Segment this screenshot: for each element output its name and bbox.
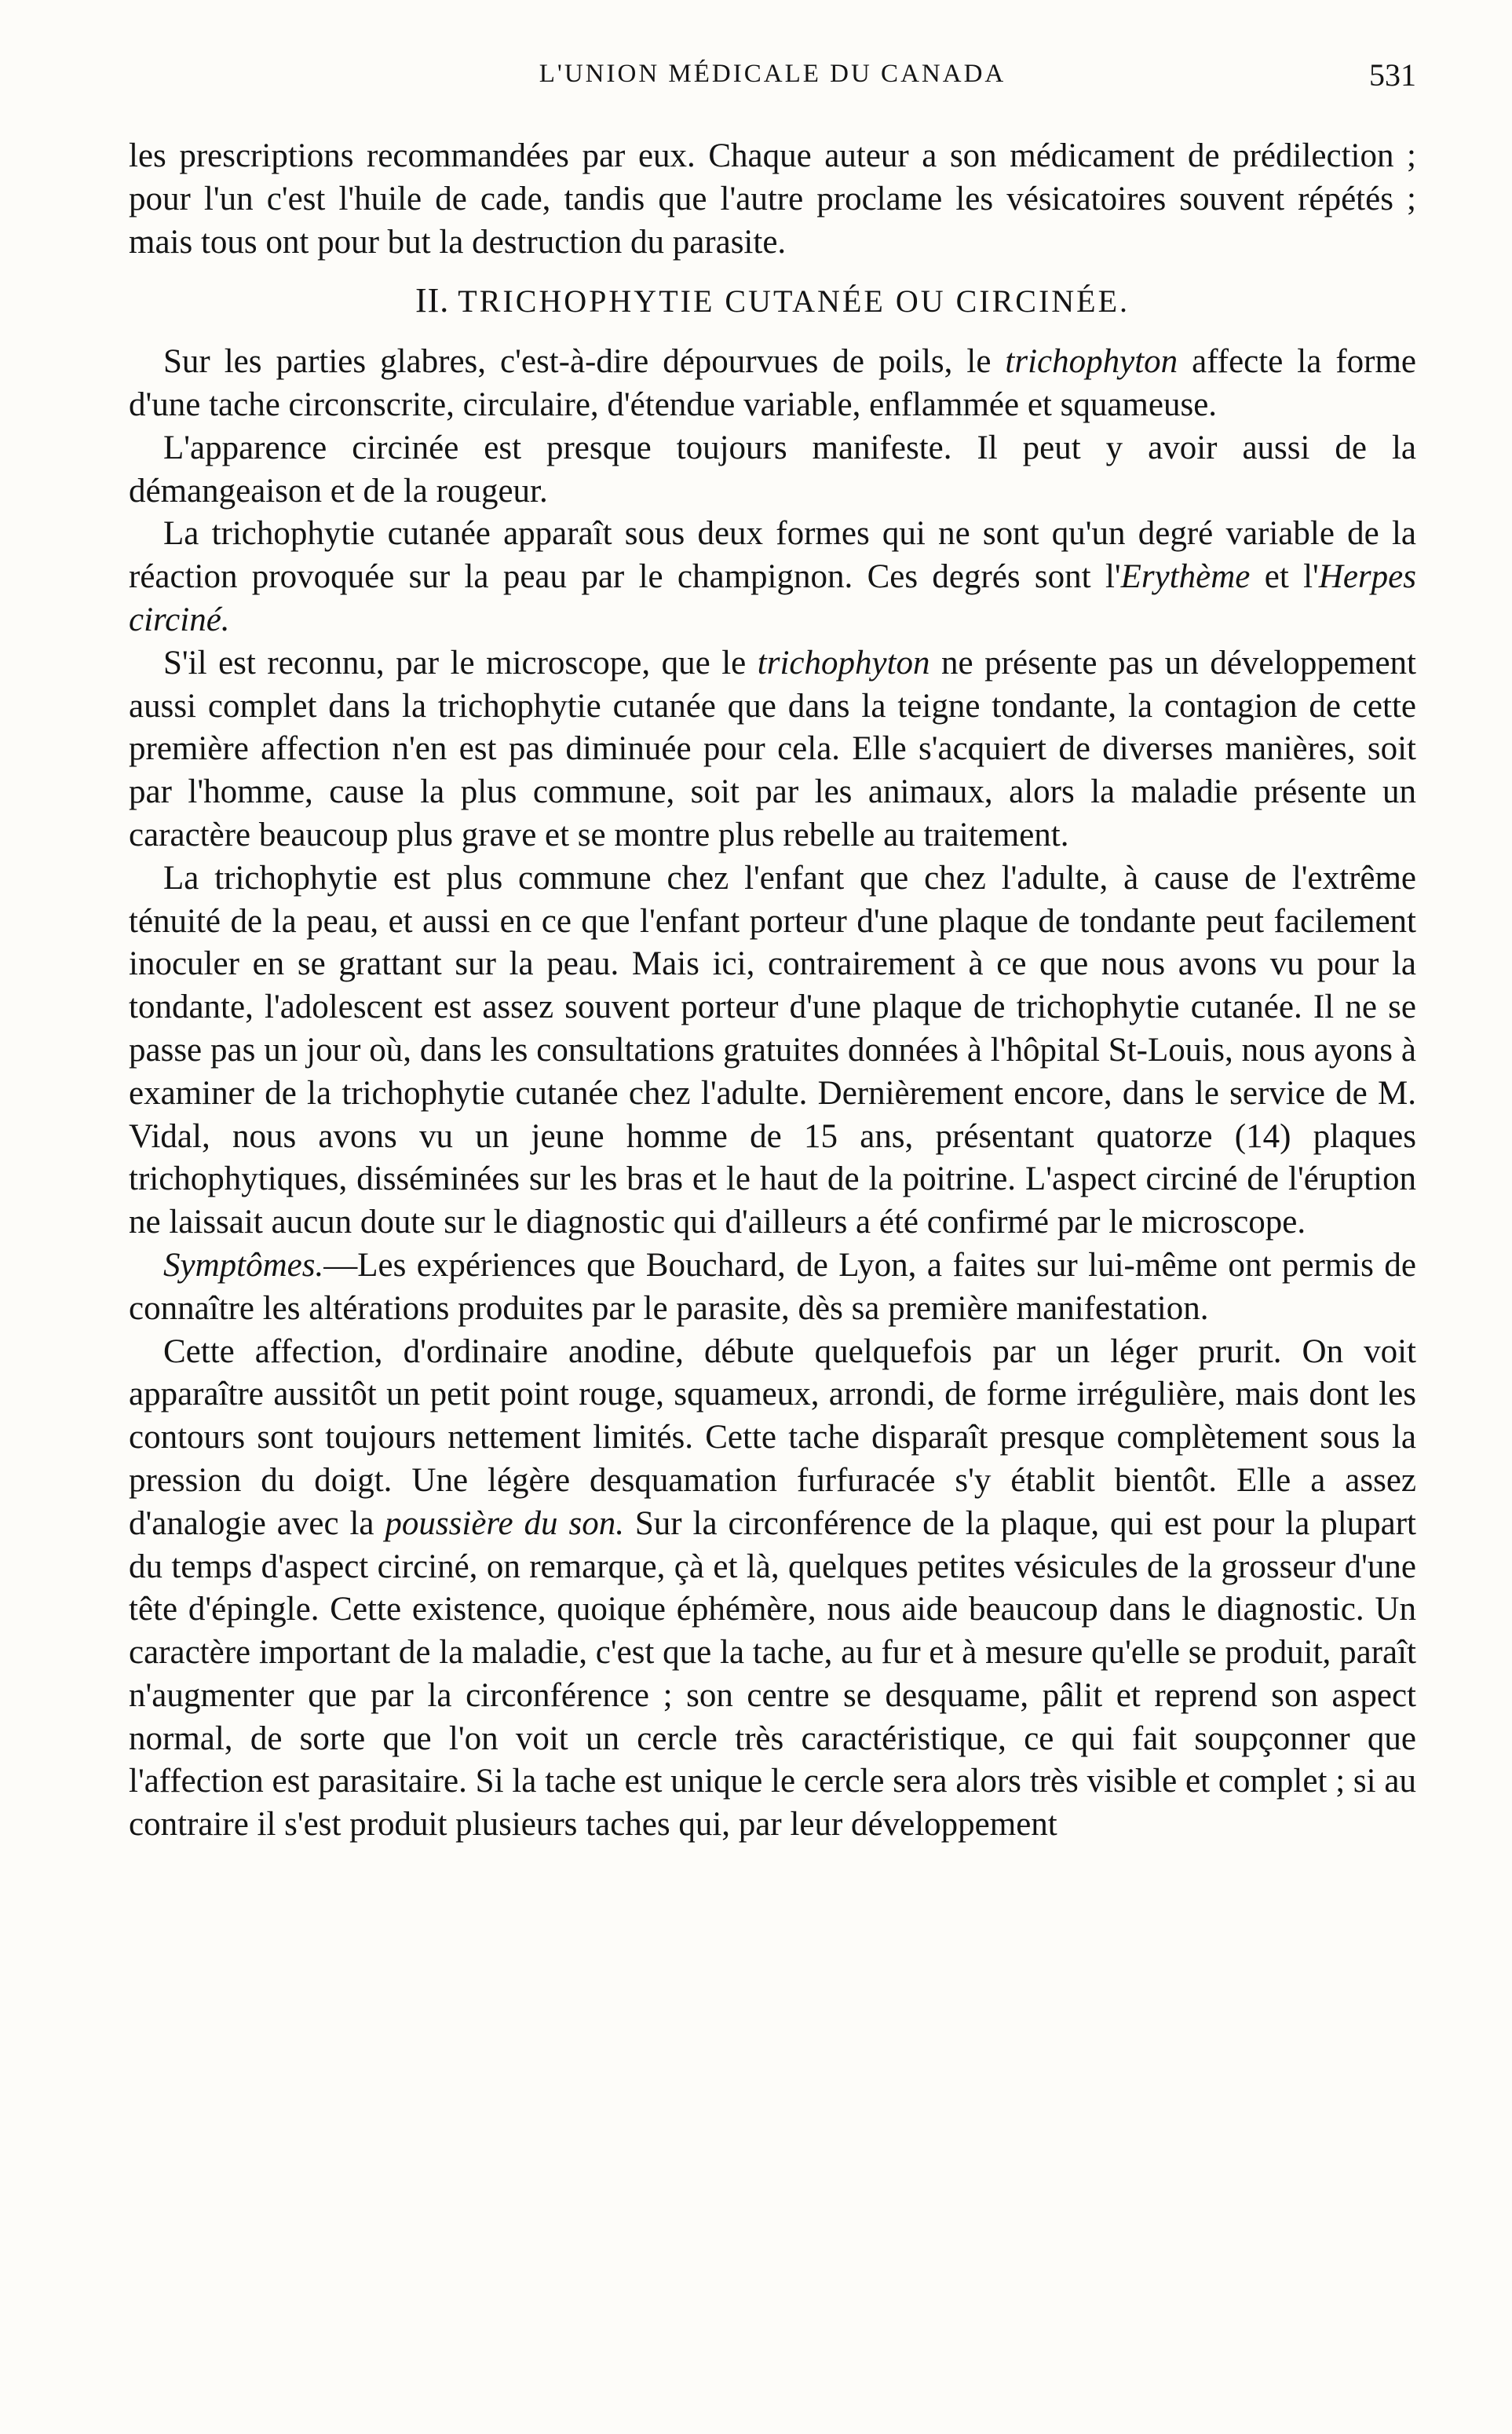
section-number: II. bbox=[415, 281, 450, 320]
running-head bbox=[129, 53, 1416, 101]
paragraph-2 bbox=[129, 427, 1416, 513]
paragraph-3 bbox=[129, 513, 1416, 641]
p1-text-b: affecte la forme d'une tache circonscrite, circulaire, d'étendue variable, enflammée et squameuse. bbox=[129, 343, 1416, 423]
p4-text-b: ne présente pas un développement aussi complet dans la trichophytie cutanée que dans la teigne tondante, la contagion de cette première affection n'en est pas diminuée pour cela. Elle s'acquiert de diverses manières, soit par l'homme, cause la plus commune, soit par les animaux, alors la maladie présente un caractère beaucoup plus grave et se montre plus rebelle au traitement. bbox=[129, 644, 1417, 853]
intro-paragraph bbox=[129, 135, 1416, 264]
p1-text-a: Sur les parties glabres, c'est-à-dire dépourvues de poils, le bbox=[163, 343, 1006, 381]
paragraph-6 bbox=[129, 1244, 1416, 1331]
p6-italic-symptomes: Symptômes. bbox=[163, 1246, 324, 1284]
p3-italic-erytheme: Erythème bbox=[1120, 558, 1251, 596]
p6-text-b: —Les expériences que Bouchard, de Lyon, a faites sur lui-même ont permis de connaître les altérations produites par le parasite, dès sa première manifestation. bbox=[129, 1246, 1416, 1327]
section-heading bbox=[129, 280, 1416, 323]
p3-text-b: et l' bbox=[1250, 558, 1319, 596]
p7-text-b: Sur la circonférence de la plaque, qui est pour la plupart du temps d'aspect circiné, on remarque, çà et là, quelques petites vésicules de la grosseur d'une tête d'épingle. Cette existence, quoique éphémère, nous aide beaucoup dans le diagnostic. Un caractère important de la maladie, c'est que la tache, au fur et à mesure qu'elle se produit, paraît n'augmenter que par la circonférence ; son centre se desquame, pâlit et reprend son aspect normal, de sorte que l'on voit un cercle très caractéristique, ce qui fait soupçonner que l'affection est parasitaire. Si la tache est unique le cercle sera alors très visible et complet ; si au contraire il s'est produit plusieurs taches qui, par leur développement bbox=[129, 1504, 1416, 1844]
journal-title: L'UNION MÉDICALE DU CANADA bbox=[539, 60, 1006, 88]
p7-italic-poussiere: poussière du son. bbox=[385, 1504, 624, 1542]
p7-text-a: Cette affection, d'ordinaire anodine, débute quelquefois par un léger prurit. On voit apparaître aussitôt un petit point rouge, squameux, arrondi, de forme irrégulière, mais dont les contours sont toujours nettement limités. Cette tache disparaît presque complètement sous la pression du doigt. Une légère desquamation furfuracée s'y établit bientôt. Elle a assez d'analogie avec la bbox=[129, 1332, 1416, 1542]
p4-italic-trichophyton: trichophyton bbox=[757, 644, 930, 682]
p2-text: L'apparence circinée est presque toujours manifeste. Il peut y avoir aussi de la démangeaison et de la rougeur. bbox=[129, 429, 1416, 510]
paragraph-5 bbox=[129, 857, 1416, 1244]
section-title: TRICHOPHYTIE CUTANÉE OU CIRCINÉE. bbox=[458, 283, 1130, 320]
p3-text-a: La trichophytie cutanée apparaît sous deux formes qui ne sont qu'un degré variable de la réaction provoquée sur la peau par le champignon. Ces degrés sont l' bbox=[129, 515, 1416, 596]
p1-italic-trichophyton: trichophyton bbox=[1005, 343, 1178, 381]
p5-text: La trichophytie est plus commune chez l'enfant que chez l'adulte, à cause de l'extrême ténuité de la peau, et aussi en ce que l'enfant porteur d'une plaque de tondante peut facilement inoculer en se grattant sur la peau. Mais ici, contrairement à ce que nous avons vu pour la tondante, l'adolescent est assez souvent porteur d'une plaque de trichophytie cutanée. Il ne se passe pas un jour où, dans les consultations gratuites données à l'hôpital St-Louis, nous ayons à examiner de la trichophytie cutanée chez l'adulte. Dernièrement encore, dans le service de M. Vidal, nous avons vu un jeune homme de 15 ans, présentant quatorze (14) plaques trichophytiques, disséminées sur les bras et le haut de la poitrine. L'aspect circiné de l'éruption ne laissait aucun doute sur le diagnostic qui d'ailleurs a été confirmé par le microscope. bbox=[129, 859, 1416, 1241]
intro-text: les prescriptions recommandées par eux. Chaque auteur a son médicament de prédilection ; pour l'un c'est l'huile de cade, tandis que l'autre proclame les vésicatoires souvent répétés ; mais tous ont pour but la destruction du parasite. bbox=[129, 137, 1416, 261]
p3-italic-herpes: Herpes circiné. bbox=[129, 558, 1416, 638]
paragraph-1 bbox=[129, 341, 1416, 427]
body-text bbox=[129, 135, 1416, 1847]
page-number: 531 bbox=[1369, 57, 1416, 93]
paragraph-7 bbox=[129, 1331, 1416, 1847]
p4-text-a: S'il est reconnu, par le microscope, que le bbox=[163, 644, 758, 682]
paragraph-4 bbox=[129, 642, 1416, 857]
